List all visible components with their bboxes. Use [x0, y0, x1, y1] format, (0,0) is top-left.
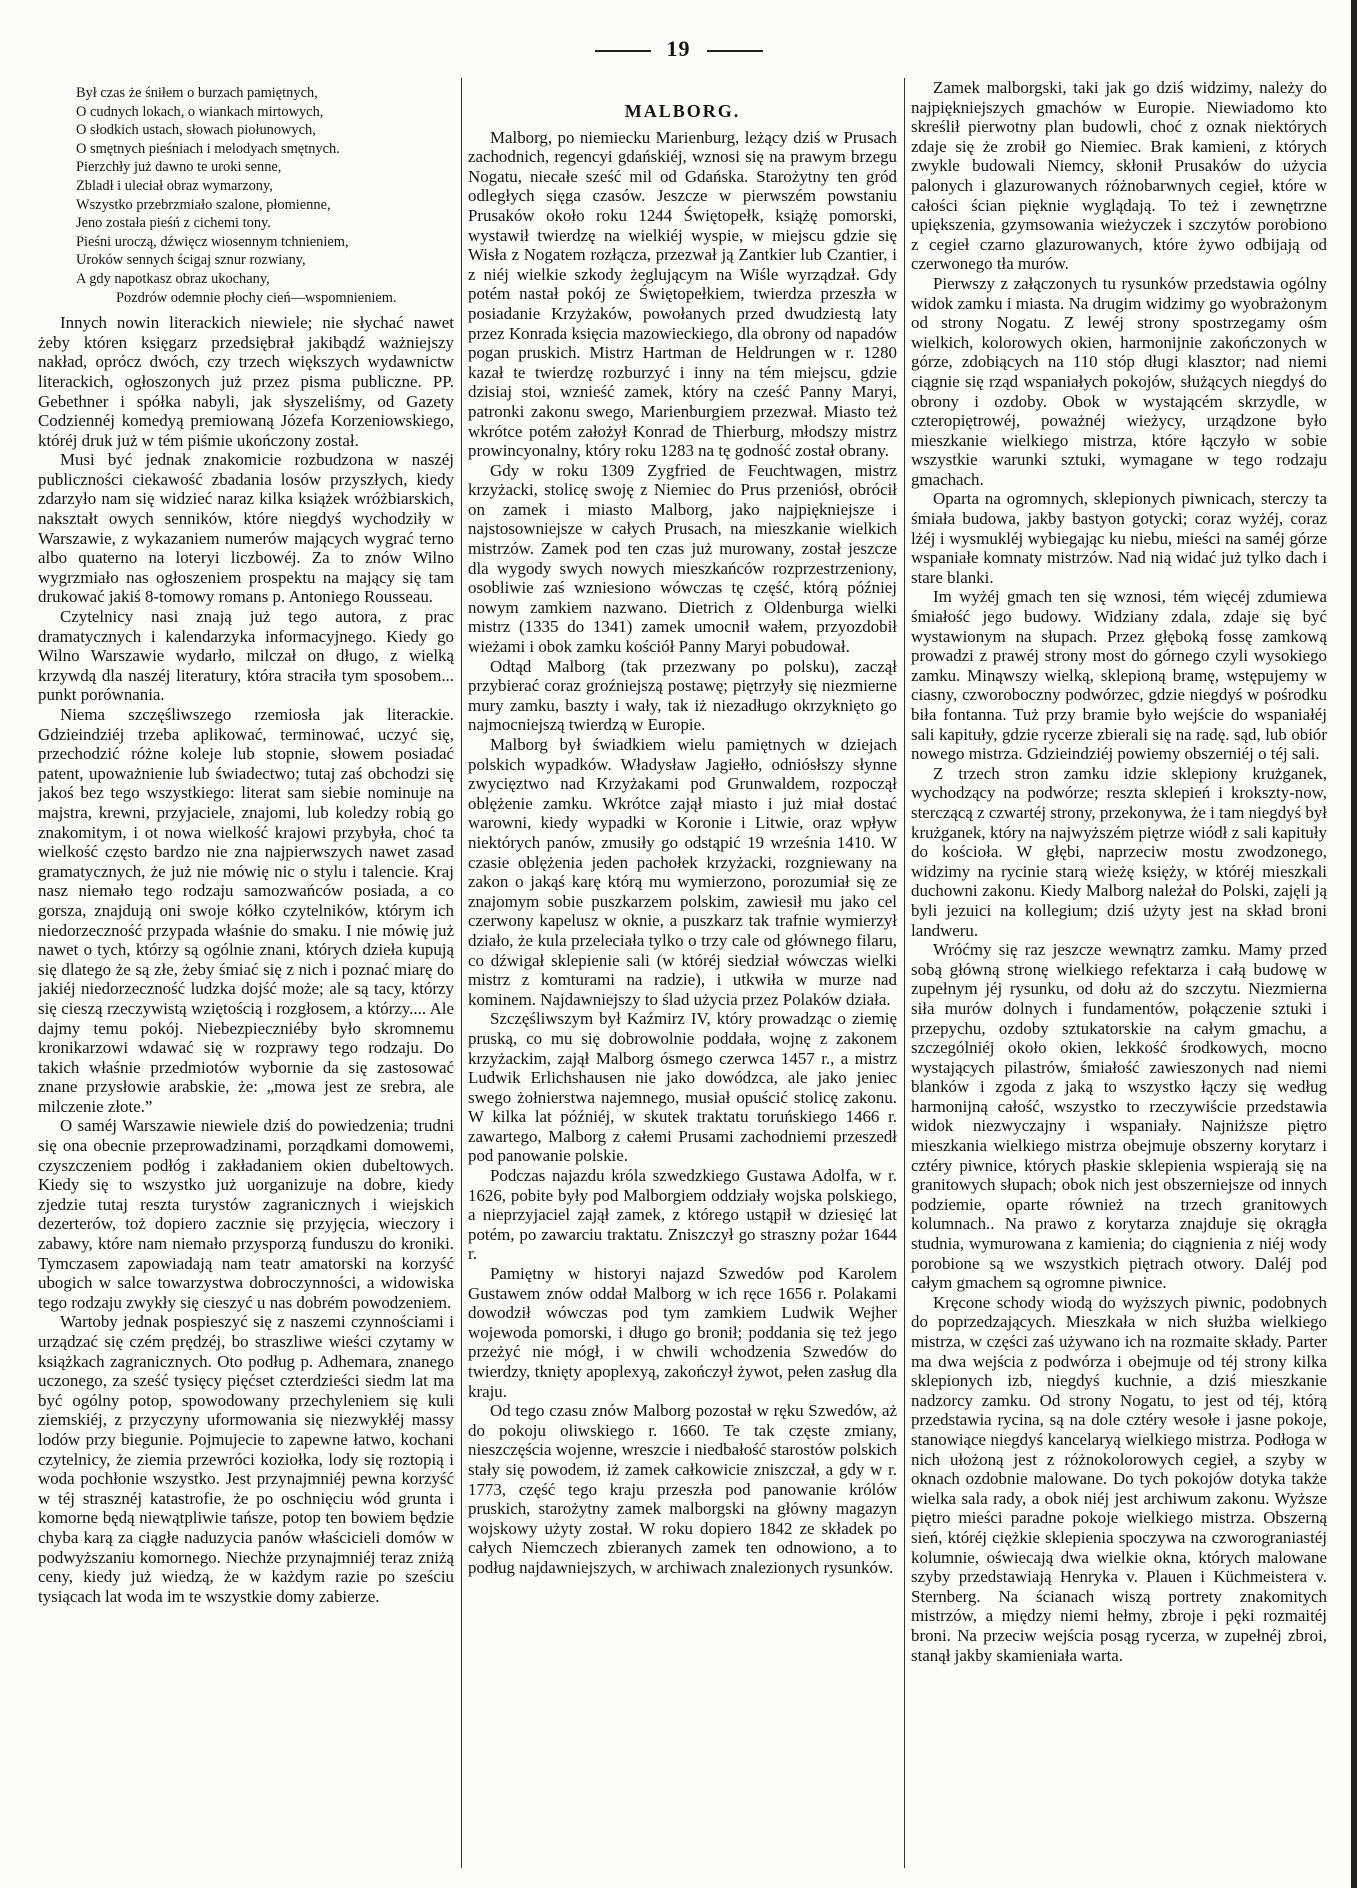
paragraph: Podczas najazdu króla szwedzkiego Gustawa Adolfa, w r. 1626, pobite były pod Malborgiem oddziały wojska polskiego, a nieprzyjaciel zajął zamek, z którego ustąpił w dziesięć lat potém, po zawarciu traktatu. Zniszczył go straszny pożar 1644 r.	[468, 1166, 897, 1264]
page-number: 19	[666, 36, 691, 61]
paragraph: Kręcone schody wiodą do wyższych piwnic, podobnych do poprzedzających. Mieszkała w nich służba wielkiego mistrza, w części zaś używano ich na rozmaite składy. Parter ma dwa wejścia z podwórza i obejmuje od téj strony kilka sklepionych izb, niegdyś kuchnie, a dziś mieszkanie nadzorcy zamku. Od strony Nogatu, to jest od téj, którą przedstawia rycina, są na dole cztéry wesołe i jasne pokoje, stanowiące niegdyś kancelaryą wielkiego mistrza. Podłoga w nich ułożoną jest z różnokolorowych cegieł, a szyby w oknach ozdobnie malowane. Do tych pokojów dotyka także wielka sala rady, a obok niéj jest archiwum zakonu. Wyższe piętro mieści paradne pokoje wielkiego mistrza. Obszerną sień, któréj ciężkie sklepienia spoczywa na czworograniastéj kolumnie, oświecają dwa wielkie okna, których malowane szyby przedstawiają Henryka v. Plauen i Küchmeistera v. Sternberg. Na ścianach wiszą portrety znakomitych mistrzów, a między niemi hełmy, zbroje i pęki rozmaitéj broni. Na przeciw wejścia posąg rycerza, w zupełnéj zbroi, stanął jakby skamieniała warta.	[911, 1292, 1327, 1665]
paragraph: Od tego czasu znów Malborg pozostał w ręku Szwedów, aż do pokoju oliwskiego r. 1660. Te tak częste zmiany, nieszczęścia wojenne, wreszcie i niedbałość starostów polskich stały się powodem, iż zamek całkowicie zniszczał, a gdy w r. 1773, część tego kraju przeszła pod panowanie królów pruskich, starożytny zamek malborgski na główny magazyn wojskowy użyty został. W roku dopiero 1842 ze składek po całych Niemczech zbieranych zamek ten odnowiono, a to podług najdawniejszych, w archiwach znalezionych rysunków.	[468, 1401, 897, 1577]
page-header	[0, 36, 1357, 62]
paragraph: Wróćmy się raz jeszcze wewnątrz zamku. Mamy przed sobą główną stronę wielkiego refektarza i całą budowę w zupełnym jéj rysunku, od dołu aż do szczytu. Niezmierna siła murów dolnych i fundamentów, połączenie sztuki i przepychu, ozdoby sztukatorskie na całym gmachu, a szczególniéj około okien, lekkość środkowych, mocno wystających pilastrów, śmiałość zawieszonych nad niemi blanków i zgoda z jaką to wszystko łączy się według harmonijną całość, wszystko to rzeczywiście przedstawia widok niezwyczajny i wspaniały. Najniższe piętro mieszkania wielkiego mistrza obejmuje obszerny korytarz i cztéry piwnice, których płaskie sklepienia wspierają się na granitowych słupach; obok nich jest obszerniejsze od innych podziemie, oparte również na trzech granitowych kolumnach.. Na prawo z korytarza znajduje się okrągła studnia, wymurowana z kamienia; do ciągnienia z niéj wody porobione są we wszystkich piętrach otwory. Daléj pod całym gmachem są ogromne piwnice.	[911, 940, 1327, 1293]
verse-line: Był czas że śniłem o burzach pamiętnych,	[76, 85, 318, 101]
paragraph: Malborg był świadkiem wielu pamiętnych w dziejach polskich wypadków. Władysław Jagiełło, odniósłszy słynne zwycięztwo nad Krzyżakami pod Grunwaldem, rozpoczął oblężenie zamku. Wkrótce zajął miasto i już miał dostać warowni, kiedy wypadki w Koronie i Litwie, oraz wpływ niektórych panów, zmusiły go odstąpić 19 września 1410. W czasie oblężenia jeden pachołek krzyżacki, rozgniewany na zakon o jakąś karę którą mu wymierzono, porozumiał się ze znajomym sobie puszkarzem polskim, zawiesił mu jako cel czerwony kapelusz w oknie, a puszkarz tak trafnie wymierzył działo, że kula przeleciała tylko o trzy cale od głównego filaru, co dźwigał sklepienie sali (w któréj siedział wówczas wielki mistrz z komturami na radzie), i utkwiła w murze nad kominem. Najdawniejszy to ślad użycia przez Polaków działa.	[468, 735, 897, 1009]
paragraph: Szczęśliwszym był Kaźmirz IV, który prowadząc o ziemię pruską, co mu się dobrowolnie poddała, wojnę z zakonem krzyżackim, zajął Malborg ósmego czerwca 1457 r., a mistrz Ludwik Erlichshausen nie jako dowódzca, ale jako jeniec swego żołnierstwa najemnego, musiał opuścić stolicę zakonu. W kilka lat późniéj, w skutek traktatu toruńskiego 1466 r. zawartego, Malborg z całemi Prusami zachodniemi przeszedł pod panowanie polskie.	[468, 1009, 897, 1166]
poem	[76, 84, 454, 307]
paragraph: Zamek malborgski, taki jak go dziś widzimy, należy do najpiękniejszych gmachów w Europie. Niewiadomo kto skreślił pierwotny plan budowli, choć z oznak niektórych zdaje się że zrobił go Niemiec. Brak kamieni, z których zwykle budowali Niemcy, skłonił Prusaków do użycia palonych i glazurowanych różnobarwnych cegieł, które w całości ścian pięknie wyglądają. To też i zewnętrzne upiększenia, gzymsowania wieżyczek i szczytów porobiono z cegieł czarno glazurowanych, które żywo odbijają od czerwonego tła murów.	[911, 78, 1327, 274]
paragraph: Innych nowin literackich niewiele; nie słychać nawet żeby któren księgarz przedsiębrał jakibądź ważniejszy nakład, oprócz dwóch, czy trzech większych wydawnictw literackich, ogłoszonych już przez pisma publiczne. PP. Gebethner i spółka nabyli, jak słyszeliśmy, od Gazety Codziennéj komedyą premiowaną Józefa Korzeniowskiego, któréj druk już w tém piśmie ukończony został.	[38, 313, 454, 450]
paragraph: Im wyżéj gmach ten się wznosi, tém więcéj zdumiewa śmiałość jego budowy. Widziany zdala, zdaje się być wystawionym na słupach. Przez głęboką fossę zamkową prowadzi z prawéj strony most do górnego czyli wysokiego zamku. Minąwszy wielką, sklepioną bramę, wstępujemy w ciasny, czworoboczny podwórzec, gdzie niegdyś w pośrodku biła fontanna. Tuż przy bramie było wejście do wspaniałéj sali kapituły, gdzie rycerze zbierali się na radę. sąd, lub obiór nowego mistrza. Gdzieindziéj powiemy obszerniéj o téj sali.	[911, 587, 1327, 764]
paragraph: Pierwszy z załączonych tu rysunków przedstawia ogólny widok zamku i miasta. Na drugim widzimy go wyobrażonym od strony Nogatu. Z lewéj strony spostrzegamy ośm wielkich, kolorowych okien, harmonijnie zakończonych w górze, zdobiących na 110 stóp długi klasztor; nad niemi ciągnie się rząd wspaniałych pokojów, służących niegdyś do obrony i ozdoby. Obok w wystającém skrzydle, w czteropiętrowéj, poważnéj wieżycy, urządzone było mieszkanie wielkiego mistrza, które łączyło w sobie wszystkie warunki sztuki, wymagane w tego rodzaju gmachach.	[911, 273, 1327, 489]
verse-line: A gdy napotkasz obraz ukochany,	[76, 270, 270, 287]
paragraph: Malborg, po niemiecku Marienburg, leżący dziś w Prusach zachodnich, regencyi gdańskiéj, wznosi się na prawym brzegu Nogatu, niecałe sześć mil od Gdańska. Starożytny ten gród odległych sięga czasów. Jeszcze w pierwszém powstaniu Prusaków około roku 1244 Świętopełk, książę pomorski, wystawił twierdzę na wielkiéj wyspie, w miejscu gdzie się Wisła z Nogatem rozłącza, przezwał ją Zantkier lub Czantier, i z niéj wielkie szkody żeglującym na Wiśle wyrządzał. Gdy potém nastał pokój ze Świętopełkiem, twierdza przeszła w posiadanie Krzyżaków, powołanych przed dwudziestą laty przez Konrada księcia mazowieckiego, dla obrony od napadów pogan pruskich. Mistrz Hartman de Heldrungen w r. 1280 kazał te twierdzę rozburzyć i inny na tém miejscu, gdzie dzisiaj stoi, wznieść zamek, który na cześć Panny Maryi, patronki zakonu swego, Marienburgiem przezwał. Miasto też wkrótce potém założył Konrad de Thierburg, młodszy mistrz prowincyonalny, który roku 1283 na tę godność został obrany.	[468, 127, 897, 461]
paragraph: Niema szczęśliwszego rzemiosła jak literackie. Gdzieindziéj trzeba aplikować, terminować, uczyć się, przechodzić różne koleje lub stopnie, słowem posiadać patent, upoważnienie lub świadectwo; tutaj zaś obchodzi się jakoś bez tego wszystkiego: literat sam siebie nominuje na majstra, krewni, przyjaciele, znajomi, lub koledzy robią go znakomitym, i ot nowa wielkość krajowi przybyła, choć ta wielkość często bardzo nie zna najpierwszych nawet zasad gramatycznych, że już nie mówię nic o stylu i talencie. Kraj nasz niemało tego rodzaju samozwańców posiada, a co gorsza, znajdują oni swoje kółko czytelników, którym ich niedorzeczność przypada właśnie do smaku. I nie mówię już nawet o tych, którzy są ogólnie znani, których dzieła kupują się dlatego że są złe, żeby śmiać się z nich i poznać miarę do jakiéj niedorzeczność ludzka dojść może; ale są tacy, którzy się cieszą rzeczywistą wziętością i rozgłosem, a którzy.... Ale dajmy temu pokój. Niebezpieczniéby było skromnemu kronikarzowi wdawać się w rozprawy tego rodzaju. Do takich właśnie przedmiotów wybornie da się zastosować znane przysłowie arabskie, że: „mowa jest ze srebra, ale milczenie złote.”	[38, 705, 454, 1116]
column-malborg-history	[468, 78, 897, 1868]
verse-line: Pozdrów odemnie płochy cień—wspomnieniem.	[116, 289, 397, 306]
column-chronicle	[38, 78, 454, 1868]
header-dash-left	[595, 50, 651, 52]
verse-line: O cudnych lokach, o wiankach mirtowych,	[76, 103, 324, 120]
paragraph: Z trzech stron zamku idzie sklepiony krużganek, wychodzący na podwórze; reszta sklepień i krokszty-now, sterczącą z czwartéj strony, przekonywa, że i tam niegdyś był krużganek, który na najwyższém piętrze wiódł z sali kapituły do kościoła. W głębi, naprzeciw mostu zwodzonego, widzimy na rycinie starą wieżę księży, w któréj mieszkali duchowni zakonu. Kiedy Malborg należał do Polski, zajęli ją byli jezuici na kollegium; dziś użyty jest na skład broni landweru.	[911, 763, 1327, 940]
verse-line: Pieśni uroczą, dźwięcz wiosennym tchnieniem,	[76, 233, 349, 250]
header-dash-right	[707, 50, 763, 52]
paragraph: Gdy w roku 1309 Zygfried de Feuchtwagen, mistrz krzyżacki, stolicę swoję z Niemiec do Prus przeniósł, obrócił on zamek i miasto Malborg, jako najpiękniejsze i najstosowniejsze w całych Prusach, na mieszkanie wielkich mistrzów. Zamek pod ten czas już murowany, został jeszcze dla wygody swych nowych mieszkańców rozprzestrzeniony, osobliwie zaś wzniesiono wówczas tę część, którą później nowym zamkiem nazwano. Dietrich z Oldenburga wielki mistrz (1335 do 1341) zamek umocnił wałem, przyozdobił wieżami i obok zamku kościół Panny Maryi pobudował.	[468, 460, 897, 657]
paragraph: Pamiętny w historyi najazd Szwedów pod Karolem Gustawem znów oddał Malborg w ich ręce 1656 r. Polakami dowodził wówczas pod tym zamkiem Ludwik Wejher wojewoda pomorski, i długo go bronił; poddania się też jego przeżyć nie mógł, i w chwili wchodzenia Szwedów do twierdzy, tknięty apoplexyą, zakończył żywot, pełen zasług dla kraju.	[468, 1264, 897, 1401]
paragraph: Musi być jednak znakomicie rozbudzona w naszéj publiczności ciekawość zbadania losów przyszłych, kiedy zdarzyło nam się widzieć naraz kilka książek wróżbiarskich, nakształt owych senników, które niegdyś wychodziły w Warszawie, z wykazaniem numerów mających wygrać terno albo quaterno na loteryi liczbowéj. Za to znów Wilno wygrzmiało nas ogłoszeniem prospektu na mający się tam drukować jakiś 8-tomowy romans p. Antoniego Rousseau.	[38, 450, 454, 607]
verse-line: O słodkich ustach, słowach piołunowych,	[76, 122, 316, 139]
verse-line: Jeno została pieśń z cichemi tony.	[76, 215, 271, 232]
article-title: MALBORG.	[624, 101, 741, 121]
verse-line: O smętnych pieśniach i melodyach smętnych.	[76, 140, 340, 157]
paragraph: Oparta na ogromnych, sklepionych piwnicach, sterczy ta śmiała budowa, jakby bastyon gotycki; coraz wyżéj, coraz lżéj i wysmukléj wybiegając ku niebu, mieści na saméj górze wspaniałe komnaty mistrzów. Nad nią widać już tylko dach i stare blanki.	[911, 489, 1327, 587]
paragraph: O saméj Warszawie niewiele dziś do powiedzenia; trudni się ona obecnie przeprowadzinami, porządkami domowemi, czyszczeniem podłóg i zakładaniem okien dubeltowych. Kiedy się to wszystko już uorganizuje na dobre, kiedy zjedzie tutaj reszta turystów zagranicznych i wiejskich dezerterów, toż dopiero zacznie się przyjęcia, wieczory i zabawy, które nam niemało przysporzą funduszu do kroniki. Tymczasem zapowiadają nam teatr amatorski na korzyść ubogich w salce towarzystwa dobroczynności, a widowiska tego rodzaju zwykły się cieszyć u nas dobrém powodzeniem.	[38, 1116, 454, 1312]
page-edge	[1351, 0, 1357, 1888]
paragraph: Odtąd Malborg (tak przezwany po polsku), zaczął przybierać coraz groźniejszą postawę; piętrzyły się niezmierne mury zamku, baszty i wały, tak iż niezadługo okrzyknięto go najmocniejszą twierdzą w Europie.	[468, 656, 897, 735]
column-divider	[461, 78, 462, 1868]
paragraph: Czytelnicy nasi znają już tego autora, z prac dramatycznych i kalendarzyka informacyjnego. Kiedy go Wilno Warszawie wydarło, milczał on długo, z wielką krzywdą dla naszéj literatury, która straciła tym sposobem... punkt porównania.	[38, 607, 454, 705]
verse-line: Zbladł i uleciał obraz wymarzony,	[76, 177, 273, 194]
verse-line: Pierzchły już dawno te uroki senne,	[76, 159, 282, 176]
column-divider	[904, 78, 905, 1868]
verse-line: Uroków sennych ścigaj sznur rozwiany,	[76, 252, 306, 269]
paragraph: Wartoby jednak pospieszyć się z naszemi czynnościami i urządzać się czém prędzéj, bo straszliwe wieści czytamy w książkach zagranicznych. Oto podług p. Adhemara, znanego uczonego, za sześć tysięcy pięćset czterdzieści siedm lat ma być ogólny potop, spowodowany przechyleniem się kuli ziemskiéj, z przyczyny uformowania się niezwykłéj massy lodów przy biegunie. Pojmujecie to zapewne łatwo, kochani czytelnicy, że ziemia przewróci koziołka, lody się roztopią i woda pochłonie wszystko. Jest przynajmniéj pewna korzyść w téj strasznéj katastrofie, że po oschnięciu wód grunta i komorne będą niewątpliwie tańsze, potop ten bowiem będzie chyba karą za ciągłe naduzycia panów właścicieli domów w podwyższaniu komornego. Niechże przynajmniéj teraz zniżą ceny, kiedy już wiedzą, że w każdym razie po sześciu tysiącach lat woda im te wszystkie domy zabierze.	[38, 1312, 454, 1606]
column-malborg-castle	[911, 78, 1327, 1868]
verse-line: Wszystko przebrzmiało szalone, płomienne,	[76, 196, 331, 213]
